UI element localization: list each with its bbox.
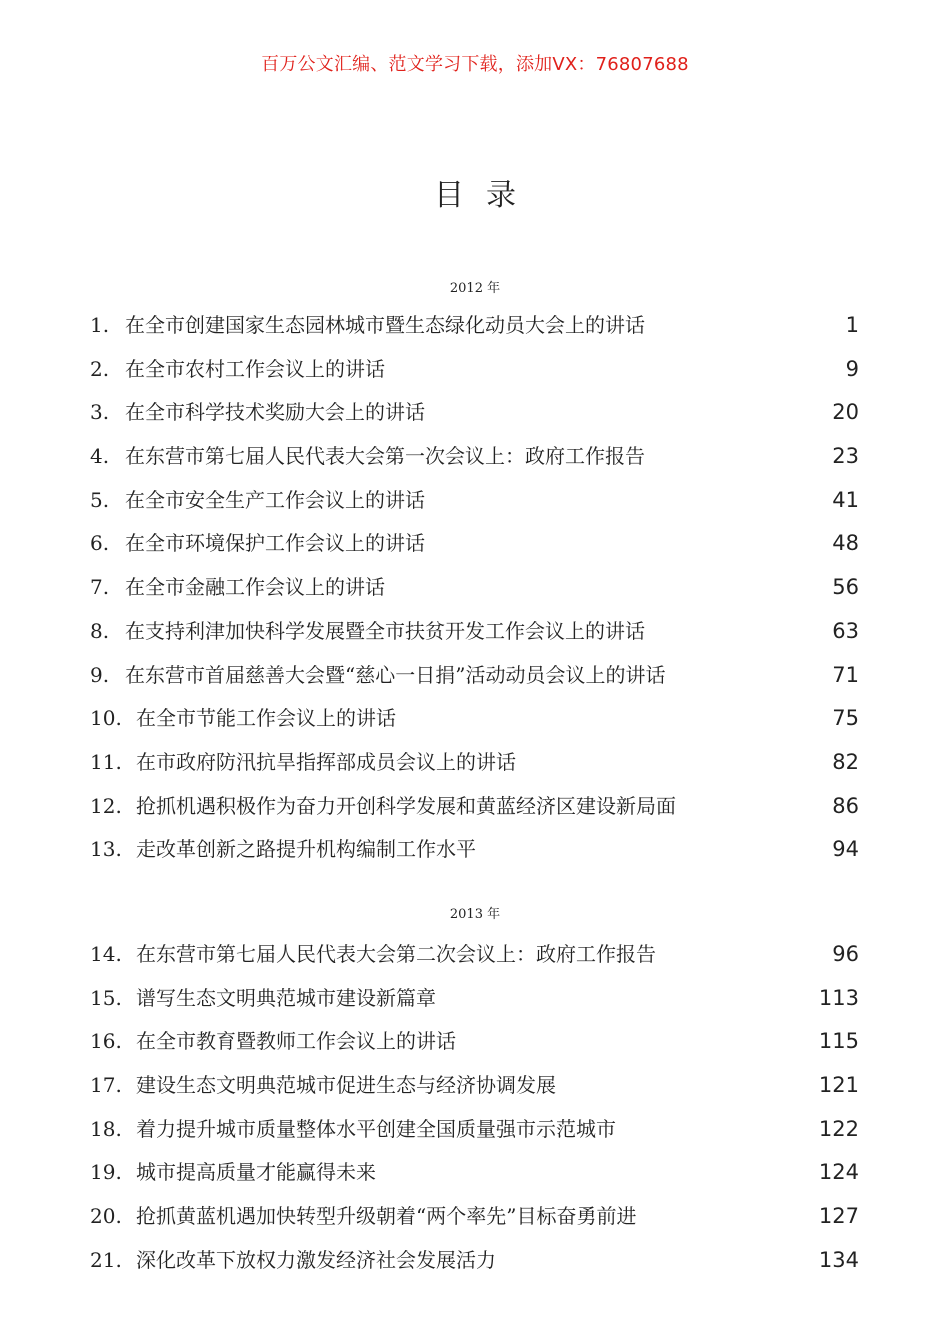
watermark-header: 百万公文汇编、范文学习下载，添加VX：76807688 [261,54,689,75]
toc-entry-page: 82 [832,749,859,774]
toc-entry-title: 抢抓黄蓝机遇加快转型升级朝着“两个率先”目标奋勇前进 [136,1204,637,1229]
toc-entry-number: 15. [90,985,122,1010]
toc-entry-number: 20. [90,1204,122,1229]
toc-entry-page: 1 [845,313,859,337]
toc-entry-page: 9 [845,356,859,381]
toc-entry-page: 134 [818,1247,859,1272]
toc-entry-number: 1. [90,313,110,337]
toc-entry-page: 56 [832,575,859,600]
toc-entry-title: 城市提高质量才能赢得未来 [136,1160,376,1185]
toc-entry-number: 10. [90,706,122,731]
toc-entry-number: 13. [90,837,122,862]
toc-entry[interactable] [0,697,950,741]
toc-entry-page: 124 [818,1160,859,1185]
section-2013 [0,904,950,1283]
toc-entry-title: 抢抓机遇积极作为奋力开创科学发展和黄蓝经济区建设新局面 [136,793,676,818]
toc-entry-page: 86 [832,793,859,818]
toc-entry-page: 75 [832,706,859,731]
toc-entry-page: 127 [818,1204,859,1229]
toc-entry-number: 7. [90,575,110,600]
toc-entry[interactable] [0,479,950,523]
section-year: 2012 年 [449,281,501,296]
toc-entry-title: 在市政府防汛抗旱指挥部成员会议上的讲话 [136,749,516,774]
toc-entry[interactable] [0,654,950,698]
toc-entry-title: 在全市节能工作会议上的讲话 [136,706,396,731]
toc-entry-title: 在全市科学技术奖励大会上的讲话 [125,400,425,425]
toc-entry-number: 14. [90,942,122,966]
toc-entry-title: 在全市环境保护工作会议上的讲话 [125,531,425,556]
toc-entry-page: 71 [832,662,859,687]
toc-entry[interactable] [0,785,950,829]
toc-entry-page: 20 [832,400,859,425]
toc-entry[interactable] [0,741,950,785]
toc-entry-title: 在全市农村工作会议上的讲话 [125,356,385,381]
toc-entry[interactable] [0,1108,950,1152]
toc-entry-page: 48 [832,531,859,556]
toc-entry-number: 11. [90,749,122,774]
toc-entry[interactable] [0,1239,950,1283]
toc-entry-title: 在东营市第七届人民代表大会第一次会议上：政府工作报告 [125,444,645,469]
toc-entry-number: 18. [90,1116,122,1141]
toc-entry-number: 16. [90,1029,122,1054]
toc-entry-number: 9. [90,662,110,687]
toc-entry[interactable] [0,933,950,977]
toc-entry-title: 建设生态文明典范城市促进生态与经济协调发展 [136,1073,556,1098]
toc-entry[interactable] [0,304,950,348]
toc-entry-number: 4. [90,444,110,469]
toc-entry-title: 着力提升城市质量整体水平创建全国质量强市示范城市 [136,1116,616,1141]
section-2012 [0,278,950,872]
toc-entry-page: 23 [832,444,859,469]
toc-entry[interactable] [0,828,950,872]
toc-entry-page: 122 [818,1116,859,1141]
toc-entry-title: 深化改革下放权力激发经济社会发展活力 [136,1247,496,1272]
toc-entry-number: 5. [90,487,110,512]
toc-entry-page: 41 [832,487,859,512]
toc-entry[interactable] [0,522,950,566]
toc-entry-title: 在全市创建国家生态园林城市暨生态绿化动员大会上的讲话 [125,313,645,337]
toc-entry-title: 在全市安全生产工作会议上的讲话 [125,487,425,512]
toc-entry[interactable] [0,977,950,1021]
toc-entry-number: 19. [90,1160,122,1185]
toc-entry[interactable] [0,348,950,392]
toc-entry-title: 在东营市首届慈善大会暨“慈心一日捐”活动动员会议上的讲话 [125,662,666,687]
toc-entry[interactable] [0,1151,950,1195]
toc-entry[interactable] [0,1064,950,1108]
toc-entry-title: 在东营市第七届人民代表大会第二次会议上：政府工作报告 [136,942,656,966]
toc-entry[interactable] [0,566,950,610]
toc-entry-page: 115 [818,1029,859,1054]
toc-entry[interactable] [0,610,950,654]
toc-entry-number: 8. [90,618,110,643]
toc-entry-page: 94 [832,837,859,862]
toc-entry-number: 21. [90,1247,122,1272]
toc-list [0,933,950,1283]
toc-entry-title: 在全市教育暨教师工作会议上的讲话 [136,1029,456,1054]
toc-entry-number: 6. [90,531,110,556]
toc-entry-number: 2. [90,356,110,381]
toc-list [0,304,950,872]
toc-entry-page: 121 [818,1073,859,1098]
toc-entry-title: 在全市金融工作会议上的讲话 [125,575,385,600]
toc-entry[interactable] [0,1020,950,1064]
toc-entry-page: 113 [818,985,859,1010]
toc-entry[interactable] [0,435,950,479]
section-year: 2013 年 [449,907,501,922]
toc-entry-title: 谱写生态文明典范城市建设新篇章 [136,985,436,1010]
toc-entry-number: 3. [90,400,110,425]
toc-entry-title: 走改革创新之路提升机构编制工作水平 [136,837,476,862]
page-title: 目录 [434,178,538,213]
toc-entry[interactable] [0,391,950,435]
toc-entry-page: 96 [832,942,859,966]
toc-entry-title: 在支持利津加快科学发展暨全市扶贫开发工作会议上的讲话 [125,618,645,643]
toc-entry-number: 12. [90,793,122,818]
toc-entry-number: 17. [90,1073,122,1098]
toc-entry-page: 63 [832,618,859,643]
toc-entry[interactable] [0,1195,950,1239]
